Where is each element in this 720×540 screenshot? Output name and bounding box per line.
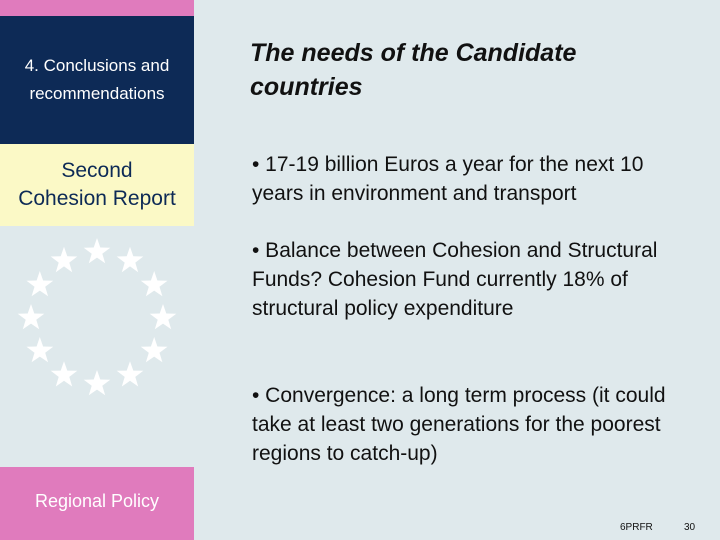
subtitle-box: [0, 144, 194, 226]
star-icon: [141, 337, 168, 362]
section-header: [0, 16, 194, 144]
sidebar: [0, 0, 194, 540]
slide-content: [194, 0, 720, 540]
slide-title: The needs of the Candidate countries: [250, 39, 577, 101]
bullet-item: • Convergence: a long term process (it could take at least two generations for the poorest regions to catch-up): [252, 384, 666, 465]
eu-stars-icon: [0, 226, 194, 466]
bullet-item: • Balance between Cohesion and Structural Funds? Cohesion Fund currently 18% of structural policy expenditure: [252, 239, 658, 320]
star-icon: [27, 337, 54, 362]
star-icon: [51, 361, 78, 386]
star-icon: [117, 361, 144, 386]
footer-code: 6PRFR: [620, 522, 653, 533]
bullet-item: • 17-19 billion Euros a year for the next 10 years in environment and transport: [252, 153, 644, 205]
star-icon: [141, 271, 168, 296]
star-icon: [117, 247, 144, 272]
star-icon: [51, 247, 78, 272]
top-accent-bar: [0, 0, 194, 16]
star-icon: [18, 304, 45, 329]
star-icon: [84, 370, 111, 395]
star-icon: [150, 304, 177, 329]
star-icon: [84, 238, 111, 263]
section-label: 4. Conclusions and recommendations: [24, 56, 170, 103]
star-icon: [27, 271, 54, 296]
report-subtitle: Second Cohesion Report: [18, 159, 176, 210]
regional-policy-label: Regional Policy: [34, 491, 160, 511]
page-number: 30: [684, 522, 696, 533]
